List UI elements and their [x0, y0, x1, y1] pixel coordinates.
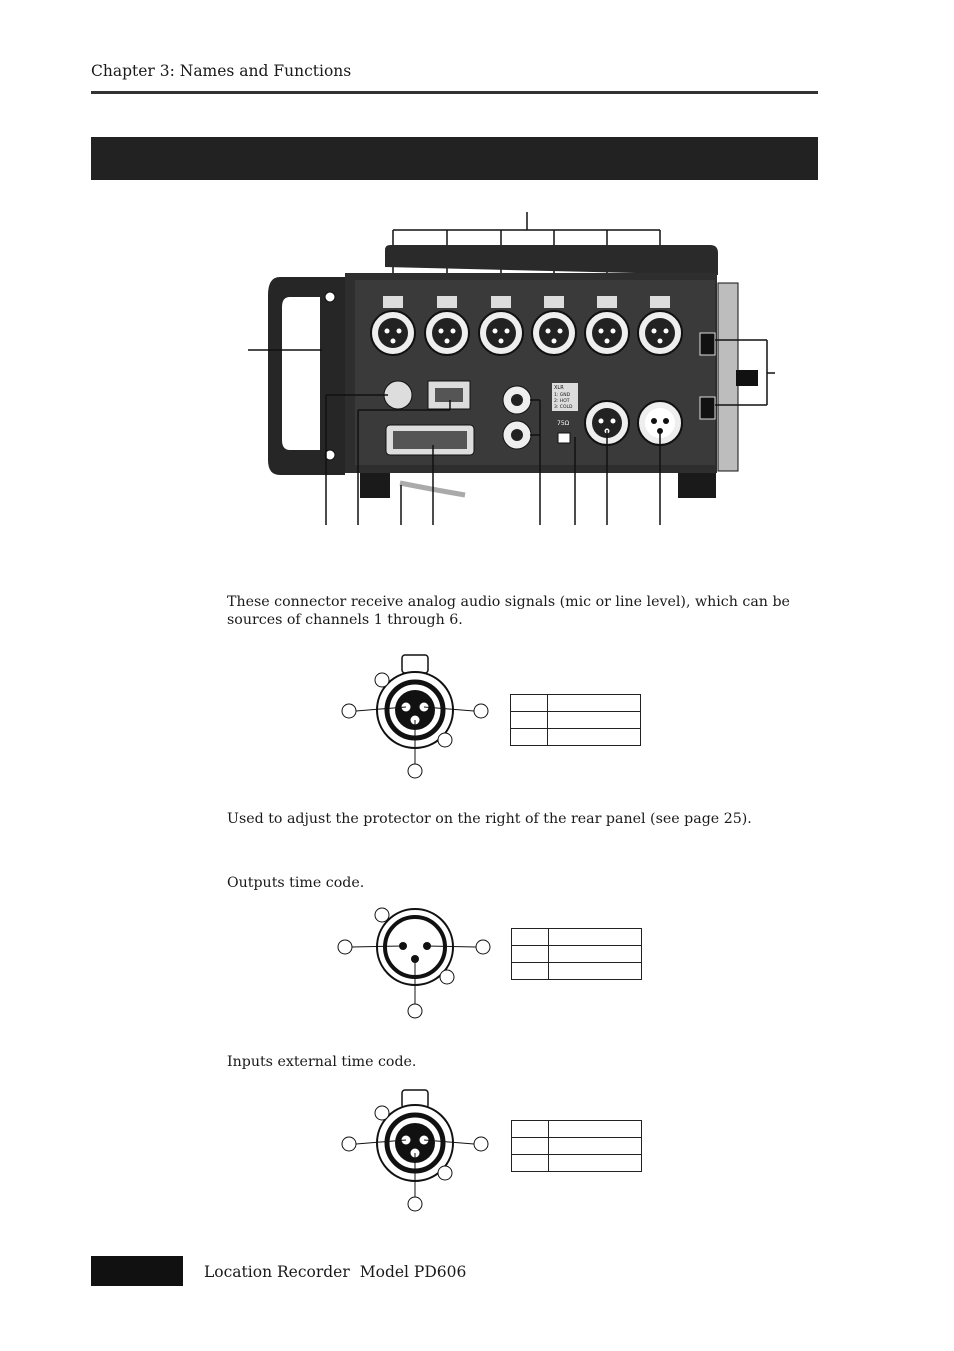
mini-din-connector	[384, 381, 412, 409]
label-hot: 2: HOT	[554, 399, 570, 404]
label-gnd: 1: GND	[554, 393, 571, 398]
tc-out-description: Outputs time code.	[227, 875, 365, 891]
table-row	[511, 695, 641, 712]
page-number-box	[91, 1256, 183, 1286]
footer-title: Location Recorder	[204, 1263, 350, 1281]
table-row	[511, 729, 641, 746]
table-row	[512, 1138, 642, 1155]
label-cold: 3: COLD	[554, 405, 573, 410]
table-row	[512, 1155, 642, 1172]
protector-bracket	[718, 283, 738, 471]
top-housing	[385, 245, 718, 275]
header-rule	[91, 91, 818, 94]
table-row	[512, 929, 642, 946]
footer-model: Model PD606	[359, 1263, 467, 1281]
table-row	[512, 946, 642, 963]
tc-in-pin-table	[511, 1120, 642, 1172]
termination-switch	[558, 433, 570, 443]
table-row	[512, 1121, 642, 1138]
xlr-input-diagram	[335, 650, 495, 785]
chapter-header: Chapter 3: Names and Functions	[91, 62, 352, 80]
protector-description: Used to adjust the protector on the right of the rear panel (see page 25).	[227, 811, 752, 827]
table-row	[511, 712, 641, 729]
label-xlr: XLR	[554, 385, 564, 391]
section-title-bar	[91, 137, 818, 180]
rear-panel-illustration	[240, 205, 800, 535]
analog-inputs-description: These connector receive analog audio signals (mic or line level), which can be sources of channels 1 through 6.	[227, 594, 790, 628]
tc-out-diagram	[330, 900, 500, 1025]
label-75-ohm: 75Ω	[557, 420, 570, 427]
tc-out-pin-table	[511, 928, 642, 980]
tc-in-diagram	[335, 1088, 495, 1213]
table-row	[512, 963, 642, 980]
footer	[204, 1263, 466, 1281]
tc-in-description: Inputs external time code.	[227, 1054, 417, 1070]
xlr-input-pin-table	[510, 694, 641, 746]
